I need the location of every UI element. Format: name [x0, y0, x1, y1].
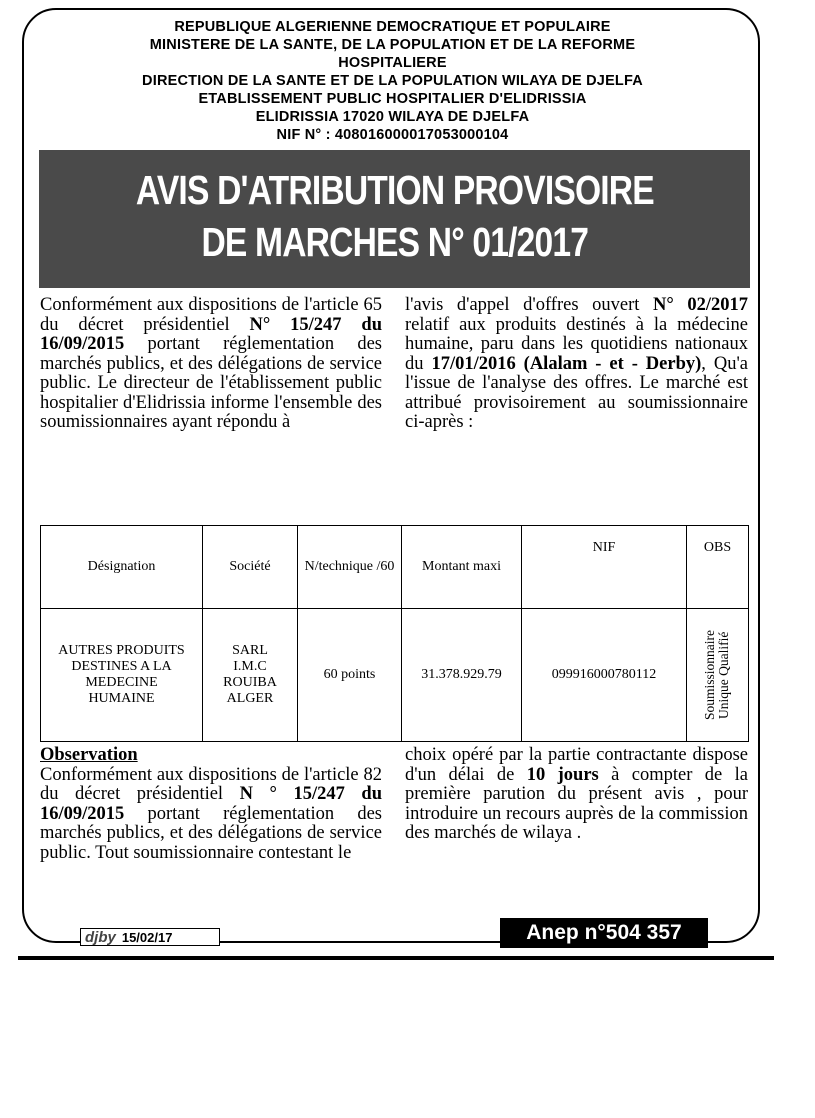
column-header: Société: [203, 526, 298, 609]
column-header: NIF: [522, 526, 687, 609]
title-banner: [39, 150, 750, 288]
bottom-rule: [18, 956, 774, 960]
table-row: [41, 609, 749, 742]
header-line: ELIDRISSIA 17020 WILAYA DE DJELFA: [255, 109, 530, 125]
publication-date: 17/01/2016 (Alalam - et - Derby): [431, 353, 702, 374]
intro-text: relatif aux produits destinés à la médecine humaine, paru dans les quotidiens nationaux du: [405, 314, 748, 374]
publication-date-stamp: 15/02/17: [121, 930, 173, 945]
anep-reference: Anep n°504 357: [500, 918, 708, 948]
observation-text: choix opéré par la partie contractante dispose d'un délai de: [405, 745, 748, 785]
column-header: N/technique /60: [298, 526, 402, 609]
intro-left-column: [40, 296, 382, 433]
observation-text: portant réglementation des marchés publics, et des délégations de service public. Tout soumissionnaire contestant le: [40, 803, 382, 863]
newspaper-tag: [80, 928, 220, 946]
intro-text: l'avis d'appel d'offres ouvert: [405, 295, 653, 315]
header-line: DIRECTION DE LA SANTE ET DE LA POPULATION WILAYA DE DJELFA: [142, 73, 643, 89]
cell-societe: SARL I.M.C ROUIBA ALGER: [203, 609, 298, 742]
cell-montant: 31.378.929.79: [402, 609, 522, 742]
appeal-period: 10 jours: [526, 764, 599, 785]
observation-title: Observation: [40, 745, 138, 765]
tender-number: N° 02/2017: [653, 295, 749, 315]
column-header: Montant maxi: [402, 526, 522, 609]
header-line: REPUBLIQUE ALGERIENNE DEMOCRATIQUE ET POPULAIRE: [174, 19, 611, 35]
decree-reference: N° 15/247 du 16/09/2015: [40, 314, 382, 354]
table-header-row: [41, 526, 749, 609]
cell-nif: 099916000780112: [522, 609, 687, 742]
column-header: Désignation: [41, 526, 203, 609]
intro-text: , Qu'a l'issue de l'analyse des offres. Le marché est attribué provisoirement au soumissionnaire ci-après :: [405, 353, 748, 432]
document-header: [30, 18, 755, 144]
intro-text: portant réglementation des marchés publics, et des délégations de service public. Le directeur de l'établissement public hospitalier d'Elidrissia informe l'ensemble des soumissionnaires ayant répondu à: [40, 334, 382, 432]
decree-reference: N ° 15/247 du 16/09/2015: [40, 784, 382, 824]
cell-designation: AUTRES PRODUITS DESTINES A LA MEDECINE HUMAINE: [41, 609, 203, 742]
intro-right-column: [405, 296, 748, 433]
header-line: MINISTERE DE LA SANTE, DE LA POPULATION ET DE LA REFORME: [149, 37, 636, 53]
header-line: NIF N° : 408016000017053000104: [276, 127, 509, 143]
cell-obs: [687, 609, 749, 742]
title-line-1: AVIS D'ATRIBUTION PROVISOIRE: [135, 167, 654, 213]
newspaper-logo: djby: [85, 929, 116, 946]
observation-left-column: [40, 746, 382, 863]
header-line: HOSPITALIERE: [338, 55, 447, 71]
intro-text: Conformément aux dispositions de l'article 65 du décret présidentiel: [40, 295, 382, 335]
award-table: [40, 525, 749, 742]
observation-text: à compter de la première parution du présent avis , pour introduire un recours auprès de la commission des marchés de wilaya .: [405, 764, 748, 843]
title-line-2: DE MARCHES N° 01/2017: [201, 219, 588, 265]
header-line: ETABLISSEMENT PUBLIC HOSPITALIER D'ELIDRISSIA: [198, 91, 587, 107]
observation-right-column: [405, 746, 748, 844]
obs-text: Soumissionnaire Unique Qualifié: [701, 630, 731, 720]
cell-technique: 60 points: [298, 609, 402, 742]
observation-text: Conformément aux dispositions de l'article 82 du décret présidentiel: [40, 764, 382, 804]
column-header: OBS: [687, 526, 749, 609]
